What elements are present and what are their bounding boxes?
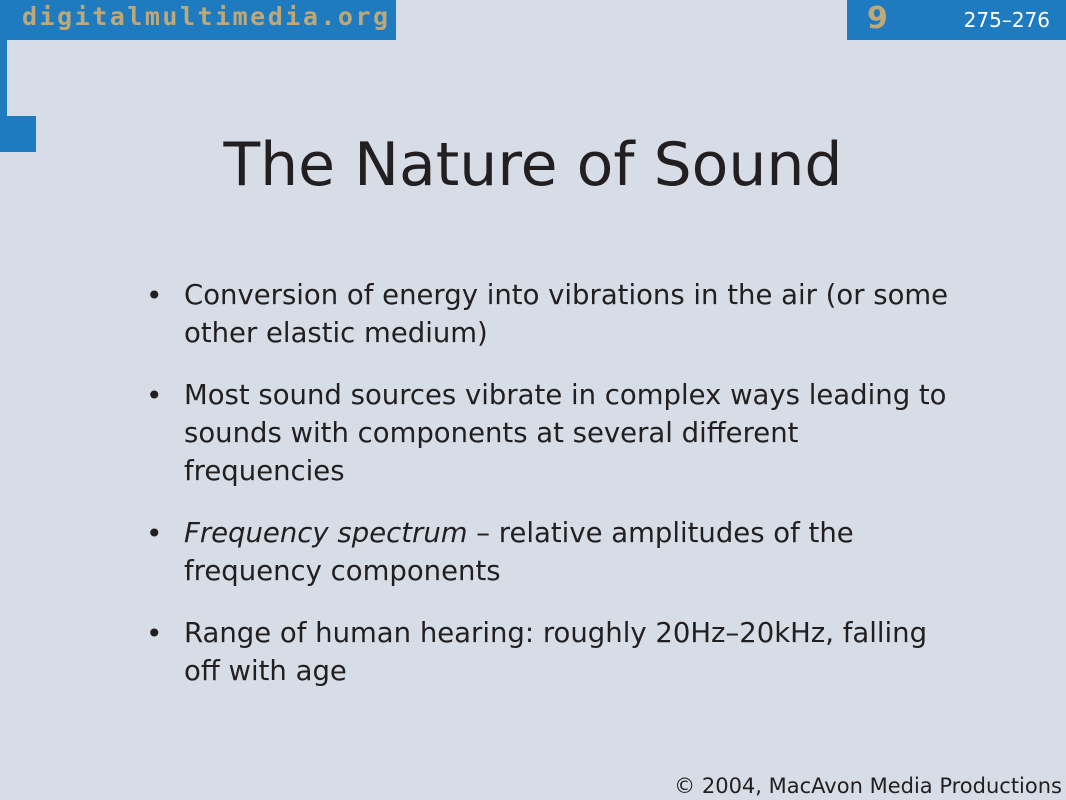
bullet-list (140, 276, 960, 714)
bullet-text: – relative amplitudes of the frequency components (184, 517, 854, 587)
chapter-number: 9 (867, 1, 888, 36)
bullet-emphasis: Frequency spectrum (184, 517, 468, 549)
bullet-text: Range of human hearing: roughly 20Hz–20kHz, falling off with age (184, 617, 928, 687)
bullet-item (140, 514, 960, 590)
bullet-dot-icon: • (146, 279, 163, 312)
copyright-footer: © 2004, MacAvon Media Productions (674, 774, 1062, 798)
slide-title: The Nature of Sound (223, 130, 843, 200)
bullet-item (140, 276, 960, 352)
left-accent-strip (0, 40, 7, 116)
logo-bar (0, 0, 396, 40)
bullet-text: Conversion of energy into vibrations in the air (or some other elastic medium) (184, 279, 949, 349)
page-range: 275–276 (963, 8, 1050, 32)
bullet-dot-icon: • (146, 617, 163, 650)
bullet-text: Most sound sources vibrate in complex ways leading to sounds with components at several different frequencies (184, 379, 947, 487)
chapter-box (847, 0, 1066, 40)
bullet-item (140, 614, 960, 690)
bullet-dot-icon: • (146, 517, 163, 550)
site-logo: digitalmultimedia.org (22, 2, 391, 31)
bullet-item (140, 376, 960, 490)
bullet-dot-icon: • (146, 379, 163, 412)
